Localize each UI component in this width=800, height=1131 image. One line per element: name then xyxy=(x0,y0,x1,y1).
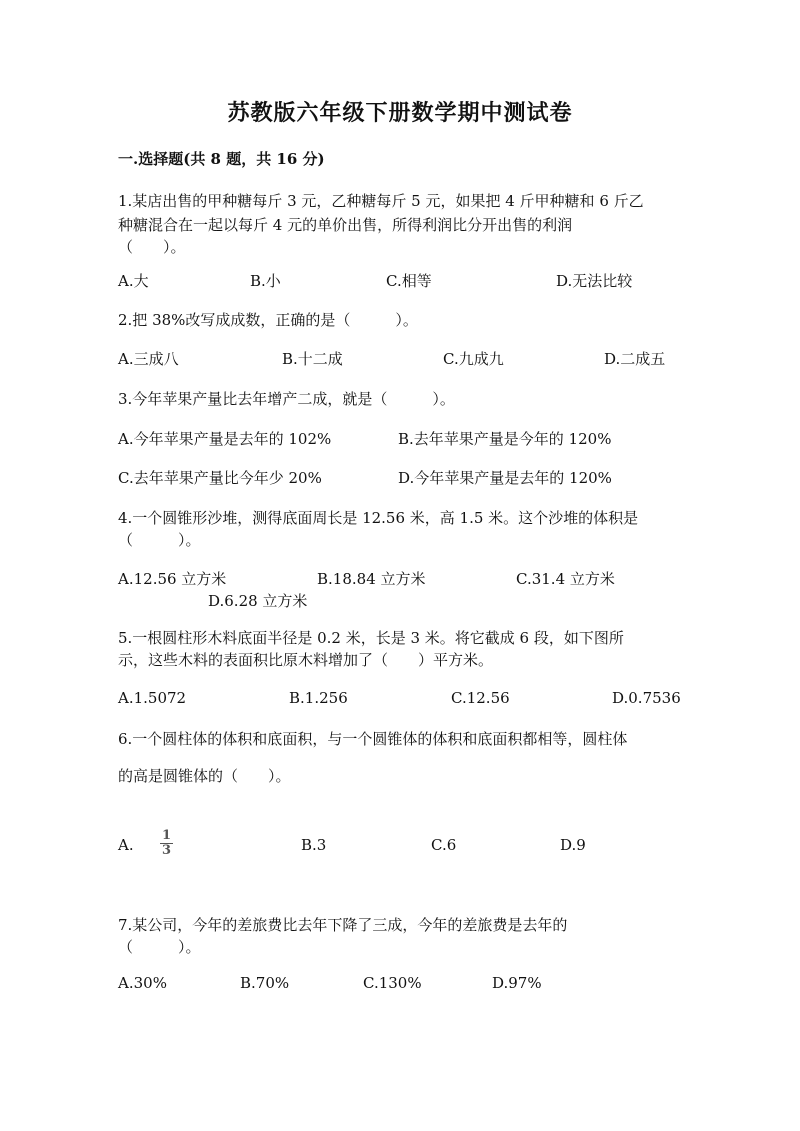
question-6-line-1: 6.一个圆柱体的体积和底面积，与一个圆锥体的体积和底面积都相等，圆柱体 xyxy=(118,730,628,748)
question-5-line-2: 示，这些木料的表面积比原木料增加了（ ）平方米。 xyxy=(118,651,494,669)
question-4-line-2: （ ）。 xyxy=(118,531,201,549)
question-3-option-a[interactable]: A.今年苹果产量是去年的 102% xyxy=(118,430,332,448)
question-1-option-a[interactable]: A.大 xyxy=(118,272,149,290)
question-5-option-a[interactable]: A.1.5072 xyxy=(118,689,187,707)
question-1-line-1: 1.某店出售的甲种糖每斤 3 元，乙种糖每斤 5 元，如果把 4 斤甲种糖和 6 斤乙 xyxy=(118,192,644,210)
question-7-line-2: （ ）。 xyxy=(118,938,201,956)
question-6-option-a-label: A. xyxy=(118,836,134,854)
question-6-line-2: 的高是圆锥体的（ ）。 xyxy=(118,767,291,785)
question-1-line-3: （ ）。 xyxy=(118,238,186,256)
question-2-line-1: 2.把 38%改写成成数，正确的是（ ）。 xyxy=(118,311,418,329)
question-7-option-b[interactable]: B.70% xyxy=(240,974,290,992)
question-5-option-c[interactable]: C.12.56 xyxy=(451,689,510,707)
question-4-option-d[interactable]: D.6.28 立方米 xyxy=(208,592,308,610)
question-5-line-1: 5.一根圆柱形木料底面半径是 0.2 米，长是 3 米。将它截成 6 段，如下图所 xyxy=(118,629,624,647)
question-3-option-c[interactable]: C.去年苹果产量比今年少 20% xyxy=(118,469,322,487)
question-2-option-c[interactable]: C.九成九 xyxy=(443,350,504,368)
question-2-option-a[interactable]: A.三成八 xyxy=(118,350,179,368)
question-6-option-c[interactable]: C.6 xyxy=(431,836,457,854)
question-6-option-b[interactable]: B.3 xyxy=(301,836,327,854)
question-1-option-b[interactable]: B.小 xyxy=(250,272,281,290)
question-5-option-d[interactable]: D.0.7536 xyxy=(612,689,681,707)
question-7-option-a[interactable]: A.30% xyxy=(118,974,167,992)
fraction-one-third xyxy=(160,829,173,858)
question-4-option-b[interactable]: B.18.84 立方米 xyxy=(317,570,426,588)
question-4-option-c[interactable]: C.31.4 立方米 xyxy=(516,570,615,588)
question-6-option-a[interactable] xyxy=(118,836,134,854)
question-1-line-2: 种糖混合在一起以每斤 4 元的单价出售，所得利润比分开出售的利润 xyxy=(118,216,573,234)
question-3-line-1: 3.今年苹果产量比去年增产二成，就是（ ）。 xyxy=(118,390,455,408)
question-7-option-d[interactable]: D.97% xyxy=(492,974,542,992)
section-heading: 一.选择题(共 8 题，共 16 分) xyxy=(118,150,325,168)
fraction-denominator: 3 xyxy=(162,843,172,858)
question-4-option-a[interactable]: A.12.56 立方米 xyxy=(118,570,227,588)
question-1-option-c[interactable]: C.相等 xyxy=(386,272,432,290)
question-5-option-b[interactable]: B.1.256 xyxy=(289,689,348,707)
fraction-numerator: 1 xyxy=(162,828,172,843)
question-1-option-d[interactable]: D.无法比较 xyxy=(556,272,633,290)
question-2-option-d[interactable]: D.二成五 xyxy=(604,350,666,368)
question-7-option-c[interactable]: C.130% xyxy=(363,974,422,992)
question-7-line-1: 7.某公司，今年的差旅费比去年下降了三成，今年的差旅费是去年的 xyxy=(118,916,568,934)
question-6-option-d[interactable]: D.9 xyxy=(560,836,586,854)
page-title: 苏教版六年级下册数学期中测试卷 xyxy=(227,100,573,126)
question-2-option-b[interactable]: B.十二成 xyxy=(282,350,343,368)
question-3-option-b[interactable]: B.去年苹果产量是今年的 120% xyxy=(398,430,612,448)
question-3-option-d[interactable]: D.今年苹果产量是去年的 120% xyxy=(398,469,612,487)
question-4-line-1: 4.一个圆锥形沙堆，测得底面周长是 12.56 米，高 1.5 米。这个沙堆的体积是 xyxy=(118,509,639,527)
